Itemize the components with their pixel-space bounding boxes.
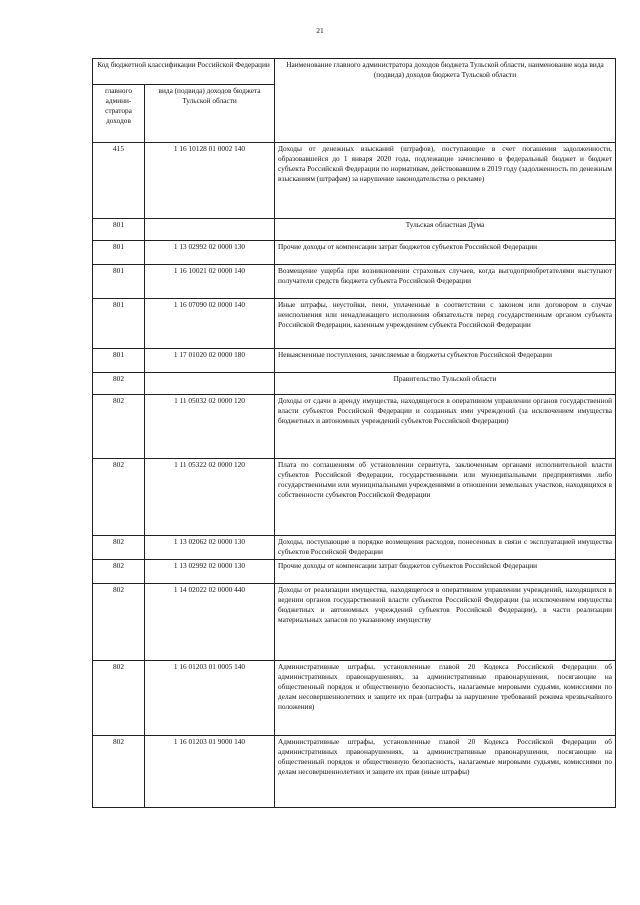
income-description-cell: Административные штрафы, установленные главой 20 Кодекса Российской Федерации об административных правонарушениях, за административные правонарушения, посягающие на общественный порядок и общественную безопасность, налагаемые мировыми судьями, комиссиями по делам несовершеннолетних и защите их прав (иные штрафы) bbox=[275, 736, 616, 808]
income-code-cell: 1 14 02022 02 0000 440 bbox=[145, 584, 275, 661]
header-name-group: Наименование главного администратора доходов бюджета Тульской области, наименование кода вида (подвида) доходов бюджета Тульской области bbox=[275, 59, 616, 143]
table-row bbox=[93, 373, 616, 395]
table-row bbox=[93, 299, 616, 349]
admin-code-cell: 802 bbox=[93, 395, 145, 459]
table-row bbox=[93, 459, 616, 536]
admin-code-cell: 801 bbox=[93, 349, 145, 373]
table-row bbox=[93, 265, 616, 299]
income-description-cell: Доходы от реализации имущества, находящегося в оперативном управлении учреждений, находящихся в ведении органов государственной власти субъектов Российской Федерации (за исключением имущества бюджетных и автономных учреждений субъектов Российской Федерации), в части реализации материальных запасов по указанному имуществу bbox=[275, 584, 616, 661]
table-row bbox=[93, 584, 616, 661]
header-kind-column: вида (подвида) доходов бюджета Тульской области bbox=[145, 85, 275, 143]
admin-code-cell: 801 bbox=[93, 299, 145, 349]
income-code-cell: 1 11 05032 02 0000 120 bbox=[145, 395, 275, 459]
income-code-cell: 1 13 02992 02 0000 130 bbox=[145, 560, 275, 584]
table-row bbox=[93, 536, 616, 560]
income-code-cell: 1 16 07090 02 0000 140 bbox=[145, 299, 275, 349]
table-row bbox=[93, 736, 616, 808]
table-row bbox=[93, 349, 616, 373]
admin-code-cell: 415 bbox=[93, 143, 145, 219]
table-row bbox=[93, 560, 616, 584]
table-row bbox=[93, 219, 616, 241]
admin-code-cell: 802 bbox=[93, 661, 145, 736]
income-description-cell: Возмещение ущерба при возникновении страховых случаев, когда выгодоприобретателями выступают получатели средств бюджета субъекта Российской Федерации bbox=[275, 265, 616, 299]
budget-classification-table bbox=[92, 58, 616, 808]
income-description-cell: Прочие доходы от компенсации затрат бюджетов субъектов Российской Федерации bbox=[275, 241, 616, 265]
income-code-cell: 1 16 01203 01 0005 140 bbox=[145, 661, 275, 736]
income-description-cell: Доходы от сдачи в аренду имущества, находящегося в оперативном управлении органов государственной власти субъектов Российской Федерации и созданных ими учреждений (за исключением имущества бюджетных и автономных учреждений субъектов Российской Федерации) bbox=[275, 395, 616, 459]
income-code-cell: 1 11 05322 02 0000 120 bbox=[145, 459, 275, 536]
admin-code-cell: 802 bbox=[93, 584, 145, 661]
admin-code-cell: 802 bbox=[93, 536, 145, 560]
admin-code-cell: 802 bbox=[93, 560, 145, 584]
income-description-cell: Прочие доходы от компенсации затрат бюджетов субъектов Российской Федерации bbox=[275, 560, 616, 584]
header-admin-column: главного админи-стратора доходов bbox=[93, 85, 145, 143]
administrator-name-cell: Тульская областная Дума bbox=[275, 219, 616, 241]
admin-code-cell: 801 bbox=[93, 265, 145, 299]
header-code-group: Код бюджетной классификации Российской Федерации bbox=[93, 59, 275, 85]
admin-code-cell: 802 bbox=[93, 459, 145, 536]
income-code-cell: 1 16 01203 01 9000 140 bbox=[145, 736, 275, 808]
page-number: 21 bbox=[316, 26, 324, 35]
income-code-cell: 1 13 02992 02 0000 130 bbox=[145, 241, 275, 265]
income-code-cell: 1 13 02062 02 0000 130 bbox=[145, 536, 275, 560]
income-code-cell: 1 17 01020 02 0000 180 bbox=[145, 349, 275, 373]
administrator-name-cell: Правительство Тульской области bbox=[275, 373, 616, 395]
income-description-cell: Иные штрафы, неустойки, пени, уплаченные в соответствии с законом или договором в случае неисполнения или ненадлежащего исполнения обязательств перед государственным органом субъекта Российской Федерации, казенным учреждением субъекта Российской Федерации bbox=[275, 299, 616, 349]
table-row bbox=[93, 143, 616, 219]
income-code-cell bbox=[145, 373, 275, 395]
table-row bbox=[93, 241, 616, 265]
income-code-cell: 1 16 10128 01 0002 140 bbox=[145, 143, 275, 219]
table-body bbox=[93, 143, 616, 808]
table-row bbox=[93, 661, 616, 736]
income-description-cell: Доходы от денежных взысканий (штрафов), поступающие в счет погашения задолженности, образовавшейся до 1 января 2020 года, подлежащие зачислению в федеральный бюджет и бюджет субъекта Российской Федерации по нормативам, действовавшим в 2019 году (задолженность по денежным взысканиям (штрафам) за нарушение законодательства о рекламе) bbox=[275, 143, 616, 219]
income-description-cell: Административные штрафы, установленные главой 20 Кодекса Российской Федерации об административных правонарушениях, за административные правонарушения, посягающие на общественный порядок и общественную безопасность, налагаемые мировыми судьями, комиссиями по делам несовершеннолетних и защите их прав (штрафы за нарушение требований режима чрезвычайного положения) bbox=[275, 661, 616, 736]
income-description-cell: Доходы, поступающие в порядке возмещения расходов, понесенных в связи с эксплуатацией имущества субъектов Российской Федерации bbox=[275, 536, 616, 560]
income-code-cell bbox=[145, 219, 275, 241]
income-description-cell: Невыясненные поступления, зачисляемые в бюджеты субъектов Российской Федерации bbox=[275, 349, 616, 373]
income-code-cell: 1 16 10021 02 0000 140 bbox=[145, 265, 275, 299]
admin-code-cell: 801 bbox=[93, 241, 145, 265]
admin-code-cell: 801 bbox=[93, 219, 145, 241]
admin-code-cell: 802 bbox=[93, 736, 145, 808]
income-description-cell: Плата по соглашениям об установлении сервитута, заключенным органами исполнительной власти субъектов Российской Федерации, государственными или муниципальными предприятиями либо государственными или муниципальными учреждениями в отношении земельных участков, находящихся в собственности субъектов Российской Федерации bbox=[275, 459, 616, 536]
admin-code-cell: 802 bbox=[93, 373, 145, 395]
table-row bbox=[93, 395, 616, 459]
